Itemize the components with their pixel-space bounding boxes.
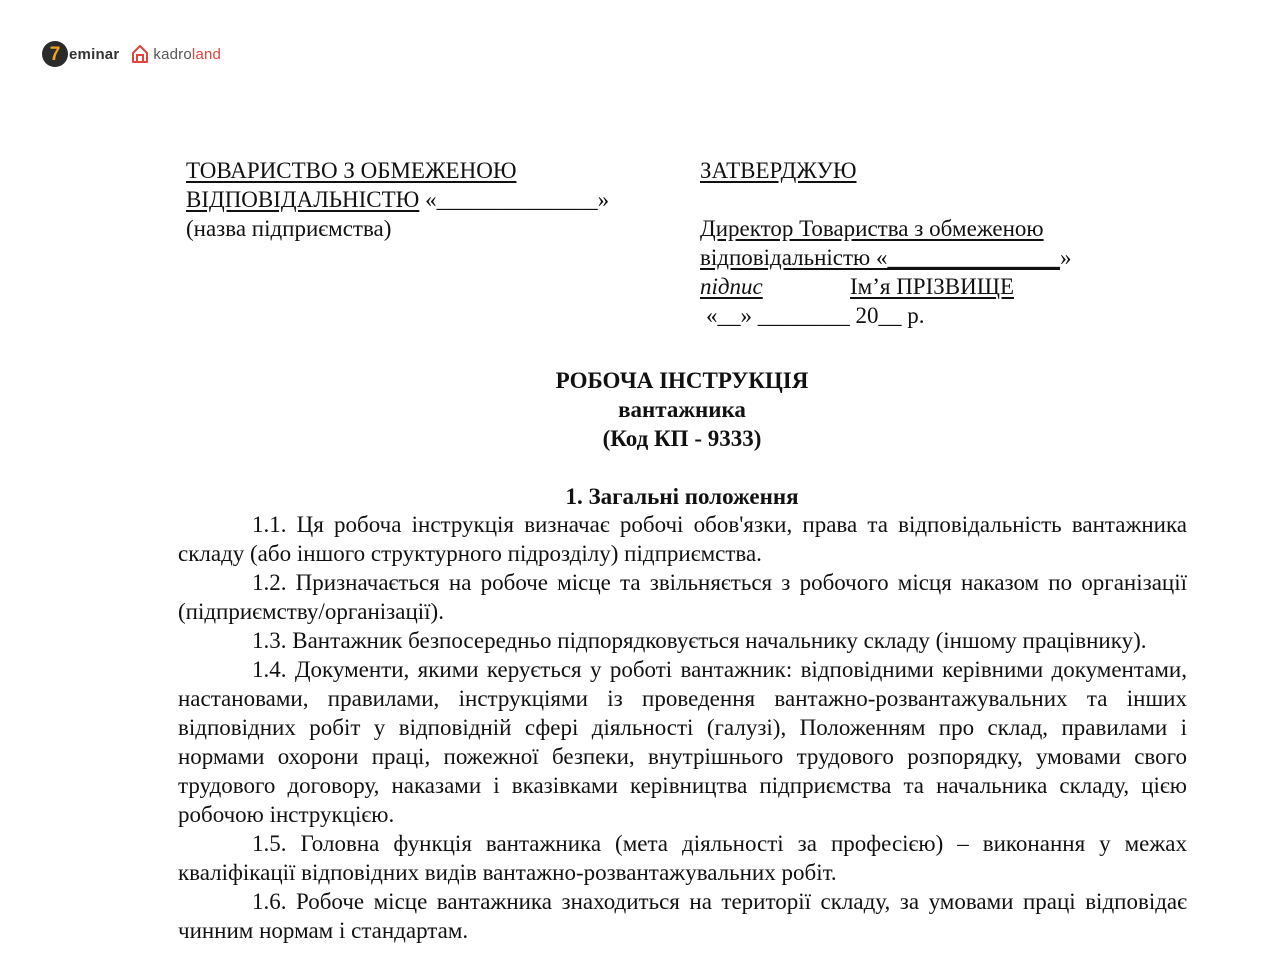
paragraph-1-4: 1.4. Документи, якими керується у роботі вантажник: відповідними керівними документами, настановами, правилами, інструкціями із проведення вантажно-розвантажувальних та інших відповідних робіт у відповідній сфері діяльності (галузі), Положенням про склад, правилами і нормами охорони праці, пожежної безпеки, внутрішнього трудового розпорядку, умовами свого трудового договору, наказами і вказівками керівництва підприємства та начальника складу, цією робочою інструкцією. (178, 657, 1187, 827)
company-type-line1: ТОВАРИСТВО З ОБМЕЖЕНОЮ (186, 158, 517, 183)
company-name-quote-open: « (419, 187, 437, 212)
kadroland-logo-text (153, 46, 221, 63)
approval-block (700, 156, 1220, 330)
company-name-quote-close: » (597, 187, 610, 212)
signature-label: підпис (700, 274, 763, 299)
house-icon (131, 44, 149, 64)
logo-bar (42, 38, 221, 70)
kadroland-logo-part2: land (191, 45, 222, 63)
paragraph-1-3: 1.3. Вантажник безпосередньо підпорядковується начальнику складу (іншому працівнику). (252, 628, 1147, 653)
director-line1: Директор Товариства з обмеженою (700, 216, 1044, 241)
paragraph-1-5: 1.5. Головна функція вантажника (мета діяльності за професією) – виконання у межах кваліфікації відповідних видів вантажно-розвантажувальних робіт. (178, 831, 1187, 885)
seminar-logo (42, 41, 119, 67)
seminar-logo-badge: 7 (42, 41, 68, 67)
paragraph-1-1: 1.1. Ця робоча інструкція визначає робочі обов'язки, права та відповідальність вантажника складу (або іншого структурного підрозділу) підприємства. (178, 512, 1187, 566)
director-line2-underlined: відповідальністю « (700, 245, 888, 270)
company-name-caption: (назва підприємства) (186, 216, 392, 241)
approve-label: ЗАТВЕРДЖУЮ (700, 158, 857, 183)
kadroland-logo-part1: kadro (153, 45, 192, 63)
approval-date-line: «__» ________ 20__ р. (706, 303, 925, 328)
company-type-line2-underlined: ВІДПОВІДАЛЬНІСТЮ (186, 187, 420, 212)
document-title-line3: (Код КП - 9333) (602, 426, 762, 451)
kadroland-logo (131, 44, 221, 64)
director-company-blank: _______________ (887, 245, 1060, 270)
document-title-line1: РОБОЧА ІНСТРУКЦІЯ (555, 368, 809, 393)
director-line2 (700, 243, 1220, 272)
approval-spacer (700, 185, 1220, 214)
section-heading: 1. Загальні положення (565, 484, 799, 509)
section-body (178, 510, 1187, 945)
paragraph-1-6: 1.6. Робоче місце вантажника знаходиться на території складу, за умовами праці відповідає чинним нормам і стандартам. (178, 889, 1187, 943)
director-line2-close: » (1059, 245, 1072, 270)
director-name-label: Ім’я ПРІЗВИЩЕ (850, 274, 1014, 299)
company-name-blank: ______________ (436, 187, 598, 212)
paragraph-1-2: 1.2. Призначається на робоче місце та звільняється з робочого місця наказом по організації (підприємству/організації). (178, 570, 1187, 624)
document-title-line2: вантажника (618, 397, 746, 422)
seminar-logo-text: eminar (69, 45, 120, 63)
company-header (186, 156, 686, 243)
signature-row (700, 272, 1220, 301)
document-title (182, 366, 1182, 453)
company-type-line2 (186, 185, 686, 214)
